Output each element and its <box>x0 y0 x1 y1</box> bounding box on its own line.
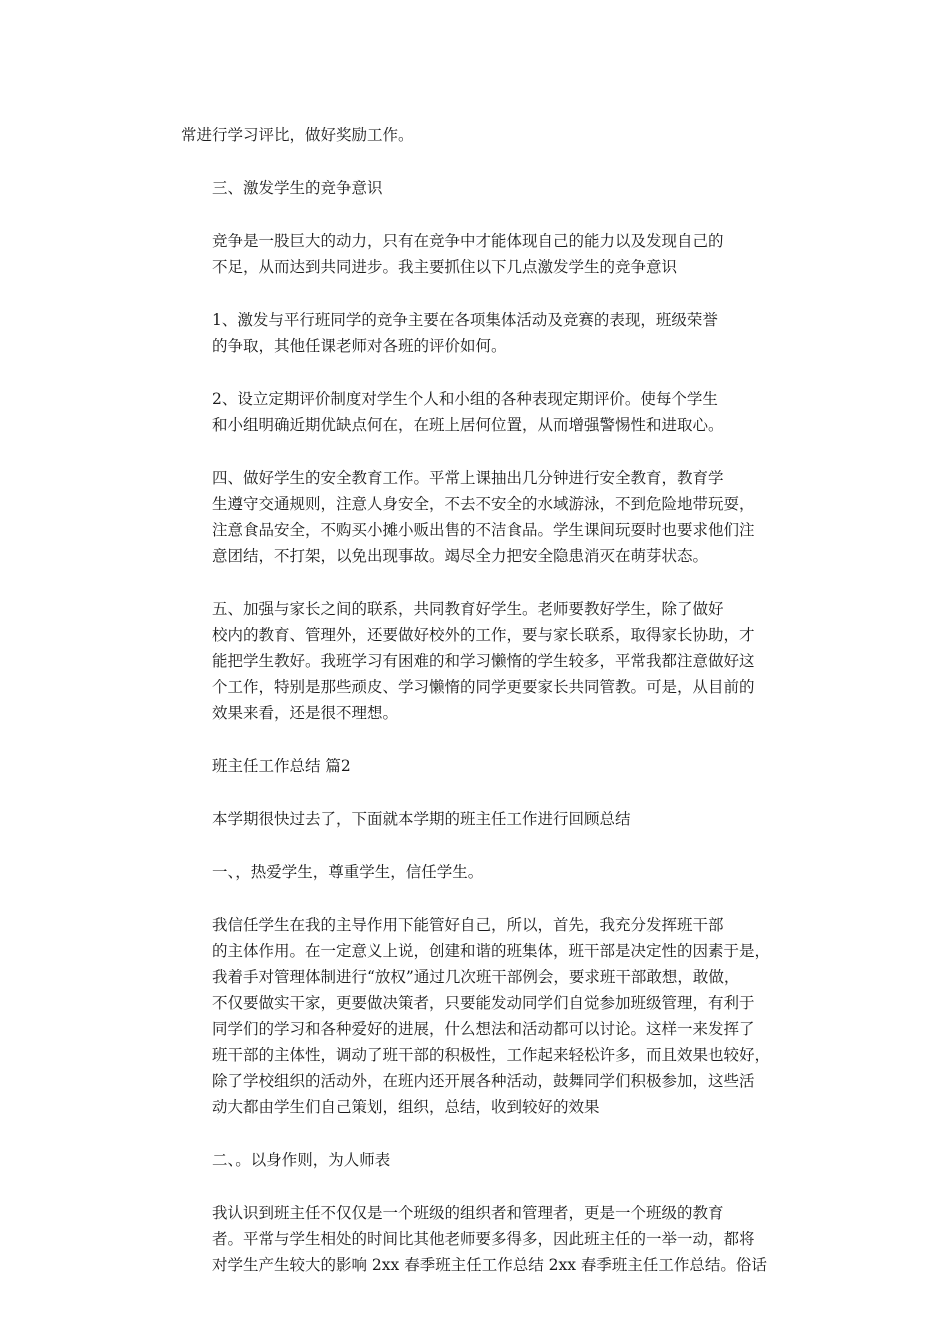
section-heading <box>181 175 781 201</box>
text-line: 三、激发学生的竞争意识 <box>212 179 383 197</box>
article-title <box>181 753 781 779</box>
text-line: 校内的教育、管理外，还要做好校外的工作，要与家长联系，取得家长协助，才 <box>212 626 755 644</box>
text-line: 本学期很快过去了，下面就本学期的班主任工作进行回顾总结 <box>212 810 631 828</box>
paragraph <box>181 122 781 148</box>
paragraph <box>181 596 781 726</box>
text-line: 2、设立定期评价制度对学生个人和小组的各种表现定期评价。使每个学生 <box>212 390 718 408</box>
text-line: 我信任学生在我的主导作用下能管好自己，所以，首先，我充分发挥班干部 <box>212 916 724 934</box>
text-line: 一、，热爱学生，尊重学生，信任学生。 <box>212 863 484 881</box>
document-body <box>181 122 781 1305</box>
text-line: 效果来看，还是很不理想。 <box>212 704 399 722</box>
text-line: 生遵守交通规则，注意人身安全，不去不安全的水域游泳，不到危险地带玩耍， <box>212 495 755 513</box>
text-line: 1、激发与平行班同学的竞争主要在各项集体活动及竞赛的表现，班级荣誉 <box>212 311 718 329</box>
text-line: 能把学生教好。我班学习有困难的和学习懒惰的学生较多，平常我都注意做好这 <box>212 652 755 670</box>
paragraph <box>181 228 781 280</box>
text-line: 五、加强与家长之间的联系，共同教育好学生。老师要教好学生，除了做好 <box>212 600 724 618</box>
text-line: 同学们的学习和各种爱好的进展，什么想法和活动都可以讨论。这样一来发挥了 <box>212 1020 755 1038</box>
text-line: 者。平常与学生相处的时间比其他老师要多得多，因此班主任的一举一动，都将 <box>212 1230 755 1248</box>
section-heading <box>181 1147 781 1173</box>
text-line: 动大都由学生们自己策划，组织，总结，收到较好的效果 <box>212 1098 600 1116</box>
text-line: 四、做好学生的安全教育工作。平常上课抽出几分钟进行安全教育，教育学 <box>212 469 724 487</box>
text-line: 二、。以身作则，为人师表 <box>212 1151 391 1169</box>
text-line: 个工作，特别是那些顽皮、学习懒惰的同学更要家长共同管教。可是，从目前的 <box>212 678 755 696</box>
text-line: 注意食品安全，不购买小摊小贩出售的不洁食品。学生课间玩耍时也要求他们注 <box>212 521 755 539</box>
text-line: 班主任工作总结 篇2 <box>212 757 351 775</box>
text-line: 不仅要做实干家，更要做决策者，只要能发动同学们自觉参加班级管理，有利于 <box>212 994 755 1012</box>
text-line: 竞争是一股巨大的动力，只有在竞争中才能体现自己的能力以及发现自己的 <box>212 232 724 250</box>
paragraph <box>181 1200 781 1278</box>
paragraph <box>181 307 781 359</box>
text-line: 常进行学习评比，做好奖励工作。 <box>181 126 414 144</box>
text-line: 意团结，不打架，以免出现事故。竭尽全力把安全隐患消灭在萌芽状态。 <box>212 547 709 565</box>
text-line: 班干部的主体性，调动了班干部的积极性，工作起来轻松许多，而且效果也较好， <box>212 1046 771 1064</box>
text-line: 和小组明确近期优缺点何在，在班上居何位置，从而增强警惕性和进取心。 <box>212 416 724 434</box>
section-heading <box>181 859 781 885</box>
paragraph <box>181 386 781 438</box>
paragraph <box>181 806 781 832</box>
text-line: 我认识到班主任不仅仅是一个班级的组织者和管理者，更是一个班级的教育 <box>212 1204 724 1222</box>
paragraph <box>181 912 781 1120</box>
text-line: 不足，从而达到共同进步。我主要抓住以下几点激发学生的竞争意识 <box>212 258 678 276</box>
paragraph <box>181 465 781 569</box>
text-line: 的争取，其他任课老师对各班的评价如何。 <box>212 337 507 355</box>
text-line: 对学生产生较大的影响 2xx 春季班主任工作总结 2xx 春季班主任工作总结。俗话 <box>212 1256 767 1274</box>
text-line: 的主体作用。在一定意义上说，创建和谐的班集体，班干部是决定性的因素于是， <box>212 942 771 960</box>
text-line: 我着手对管理体制进行“放权”通过几次班干部例会，要求班干部敢想，敢做， <box>212 968 740 986</box>
text-line: 除了学校组织的活动外，在班内还开展各种活动，鼓舞同学们积极参加，这些活 <box>212 1072 755 1090</box>
